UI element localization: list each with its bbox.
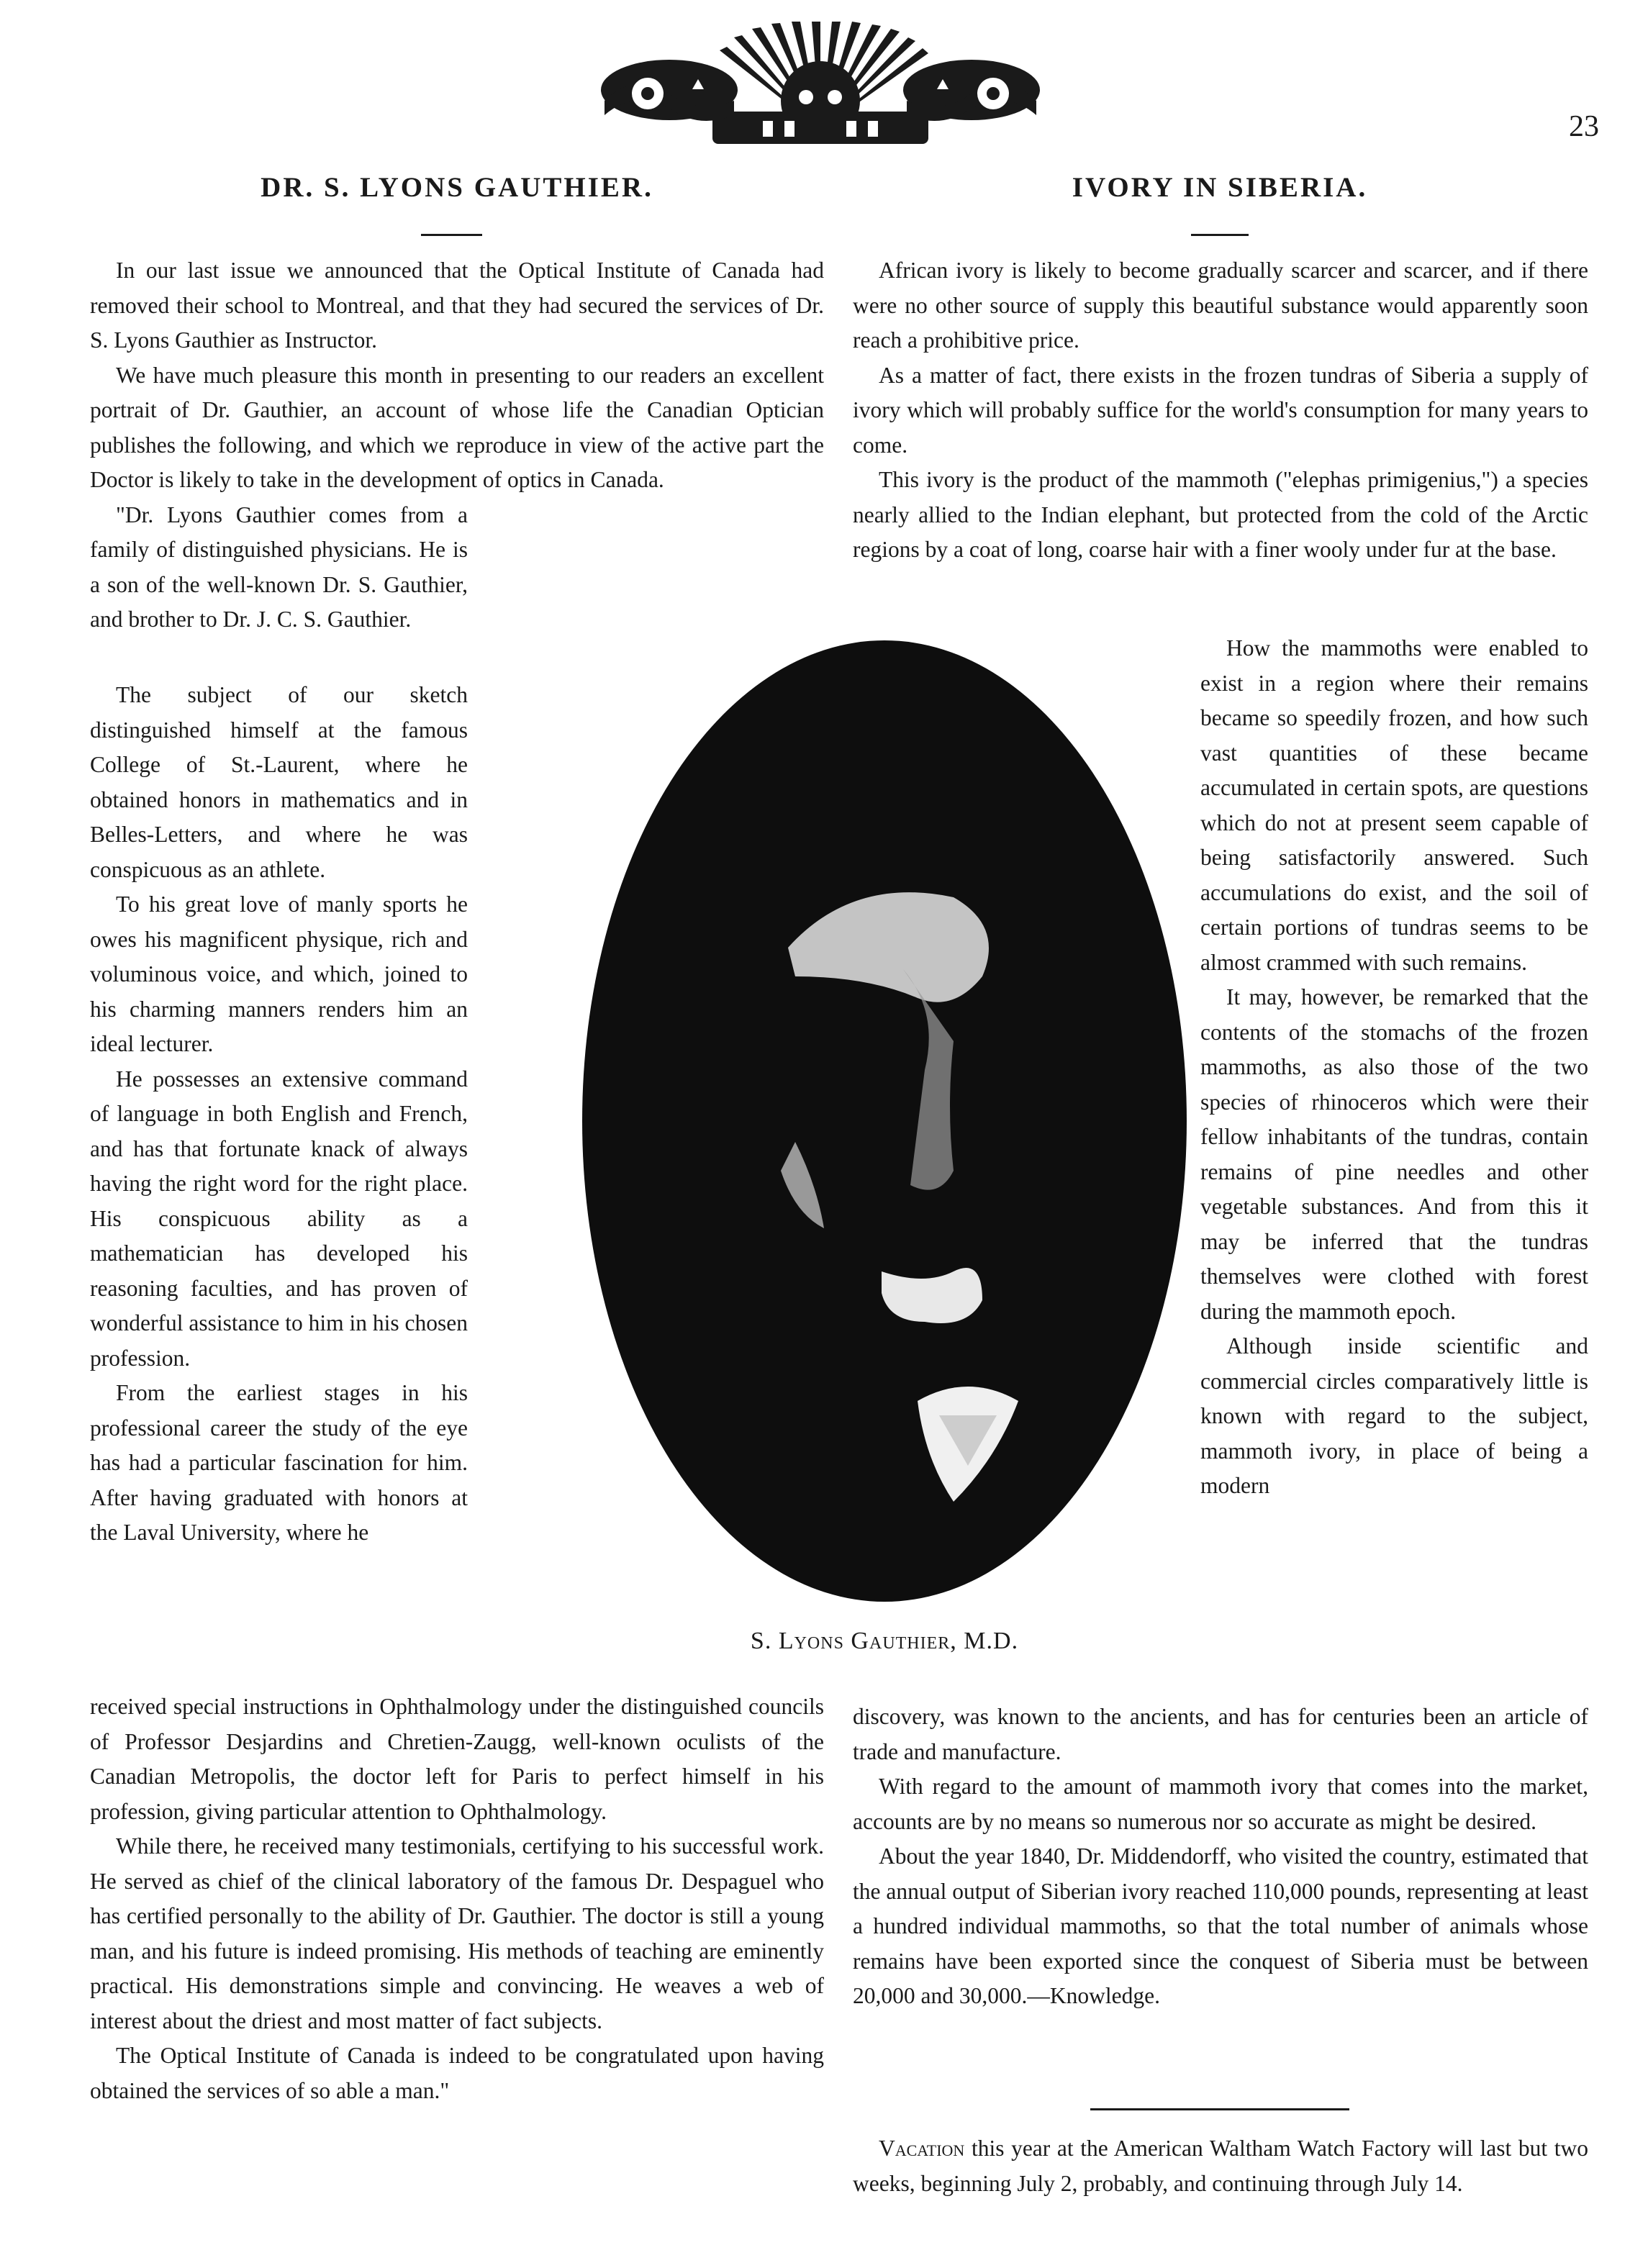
paragraph: This ivory is the product of the mammoth ("elephas primigenius,") a species nearly allied to the Indian elephant, but protected from the cold of the Arctic regions by a coat of long, coarse hair with a finer wooly under fur at the base.	[853, 467, 1588, 562]
ornamental-header-vignette	[590, 22, 1051, 158]
title-rule-right	[1191, 234, 1249, 236]
paragraph: received special instructions in Ophthalmology under the distinguished councils of Professor Desjardins and Chretien-Zaugg, well-known oculists of the Canadian Metropolis, the doctor left for Paris to perfect himself in his profession, giving particular attention to Ophthalmology.	[90, 1694, 824, 1824]
vacation-notice	[853, 2131, 1588, 2201]
ivory-continued-column	[853, 1700, 1588, 2014]
gauthier-continued-column	[90, 1689, 824, 2108]
paragraph: As a matter of fact, there exists in the frozen tundras of Siberia a supply of ivory which will probably suffice for the world's consumption for many years to come.	[853, 362, 1588, 458]
gauthier-narrow-column	[90, 678, 468, 1551]
paragraph: How the mammoths were enabled to exist in a region where their remains became so speedily frozen, and how such vast quantities of these became accumulated in certain spots, are questions which do not at present seem capable of being satisfactorily answered. Such accumulations do exist, and the soil of certain portions of tundras seems to be almost crammed with such remains.	[1200, 635, 1588, 975]
paragraph: While there, he received many testimonials, certifying to his successful work. He served as chief of the clinical laboratory of the famous Dr. Despaguel who has certified personally to the ability of Dr. Gauthier. The doctor is still a young man, and his future is indeed promising. His methods of teaching are eminently practical. His demonstrations simple and convincing. He weaves a web of interest about the driest and most matter of fact subjects.	[90, 1833, 824, 2033]
vacation-lead: Vacation	[879, 2136, 965, 2161]
paragraph: From the earliest stages in his professional career the study of the eye has had a particular fascination for him. After having graduated with honors at the Laval University, where he	[90, 1380, 468, 1545]
paragraph: About the year 1840, Dr. Middendorff, who visited the country, estimated that the annual output of Siberian ivory reached 110,000 pounds, representing at least a hundred individual mammoths, so that the total number of animals whose remains have been exported since the conquest of Siberia must be between 20,000 and 30,000.—Knowledge.	[853, 1843, 1588, 2008]
paragraph: The Optical Institute of Canada is indeed to be congratulated upon having obtained the services of so able a man."	[90, 2043, 824, 2103]
paragraph: "Dr. Lyons Gauthier comes from a family of distinguished physicians. He is a son of the well-known Dr. S. Gauthier, and brother to Dr. J. C. S. Gauthier.	[90, 502, 468, 632]
paragraph: African ivory is likely to become gradually scarcer and scarcer, and if there were no other source of supply this beautiful substance would apparently soon reach a prohibitive price.	[853, 258, 1588, 353]
article-title-gauthier: DR. S. LYONS GAUTHIER.	[261, 172, 653, 203]
title-rule-left	[421, 234, 482, 236]
ivory-narrow-column	[1200, 631, 1588, 1504]
article-title-ivory: IVORY IN SIBERIA.	[1072, 172, 1368, 203]
gauthier-intro-column	[90, 253, 824, 638]
paragraph: He possesses an extensive command of language in both English and French, and has that fortunate knack of always having the right word for the right place. His conspicuous ability as a mathematician has developed his reasoning faculties, and has proven of wonderful assistance to him in his chosen profession.	[90, 1066, 468, 1371]
paragraph: With regard to the amount of mammoth ivory that comes into the market, accounts are by no means so numerous nor so accurate as might be desired.	[853, 1774, 1588, 1834]
portrait-photo	[579, 638, 1190, 1604]
paragraph: We have much pleasure this month in presenting to our readers an excellent portrait of Dr. Gauthier, an account of whose life the Canadian Optician publishes the following, and which we reproduce in view of the active part the Doctor is likely to take in the development of optics in Canada.	[90, 362, 824, 492]
paragraph: In our last issue we announced that the Optical Institute of Canada had removed their school to Montreal, and that they had secured the services of Dr. S. Lyons Gauthier as Instructor.	[90, 258, 824, 353]
paragraph: It may, however, be remarked that the contents of the stomachs of the frozen mammoths, as also those of the two species of rhinoceros which were their fellow inhabitants of the tundras, contain remains of pine needles and other vegetable substances. And from this it may be inferred that the tundras themselves were clothed with forest during the mammoth epoch.	[1200, 984, 1588, 1324]
paragraph: discovery, was known to the ancients, and has for centuries been an article of trade and manufacture.	[853, 1704, 1588, 1764]
paragraph: The subject of our sketch distinguished himself at the famous College of St.-Laurent, where he obtained honors in mathematics and in Belles-Letters, and where he was conspicuous as an athlete.	[90, 682, 468, 882]
paragraph: Although inside scientific and commercial circles comparatively little is known with regard to the subject, mammoth ivory, in place of being a modern	[1200, 1333, 1588, 1498]
vacation-text: this year at the American Waltham Watch Factory will last but two weeks, beginning July 2, probably, and continuing through July 14.	[853, 2136, 1589, 2196]
section-divider	[1090, 2108, 1349, 2110]
page-number: 23	[1569, 110, 1599, 143]
portrait-caption: S. Lyons Gauthier, M.D.	[750, 1628, 1019, 1654]
paragraph: To his great love of manly sports he owes his magnificent physique, rich and voluminous voice, and which, joined to his charming manners renders him an ideal lecturer.	[90, 892, 468, 1056]
ivory-intro-column	[853, 253, 1588, 568]
paragraph	[853, 2131, 1588, 2201]
